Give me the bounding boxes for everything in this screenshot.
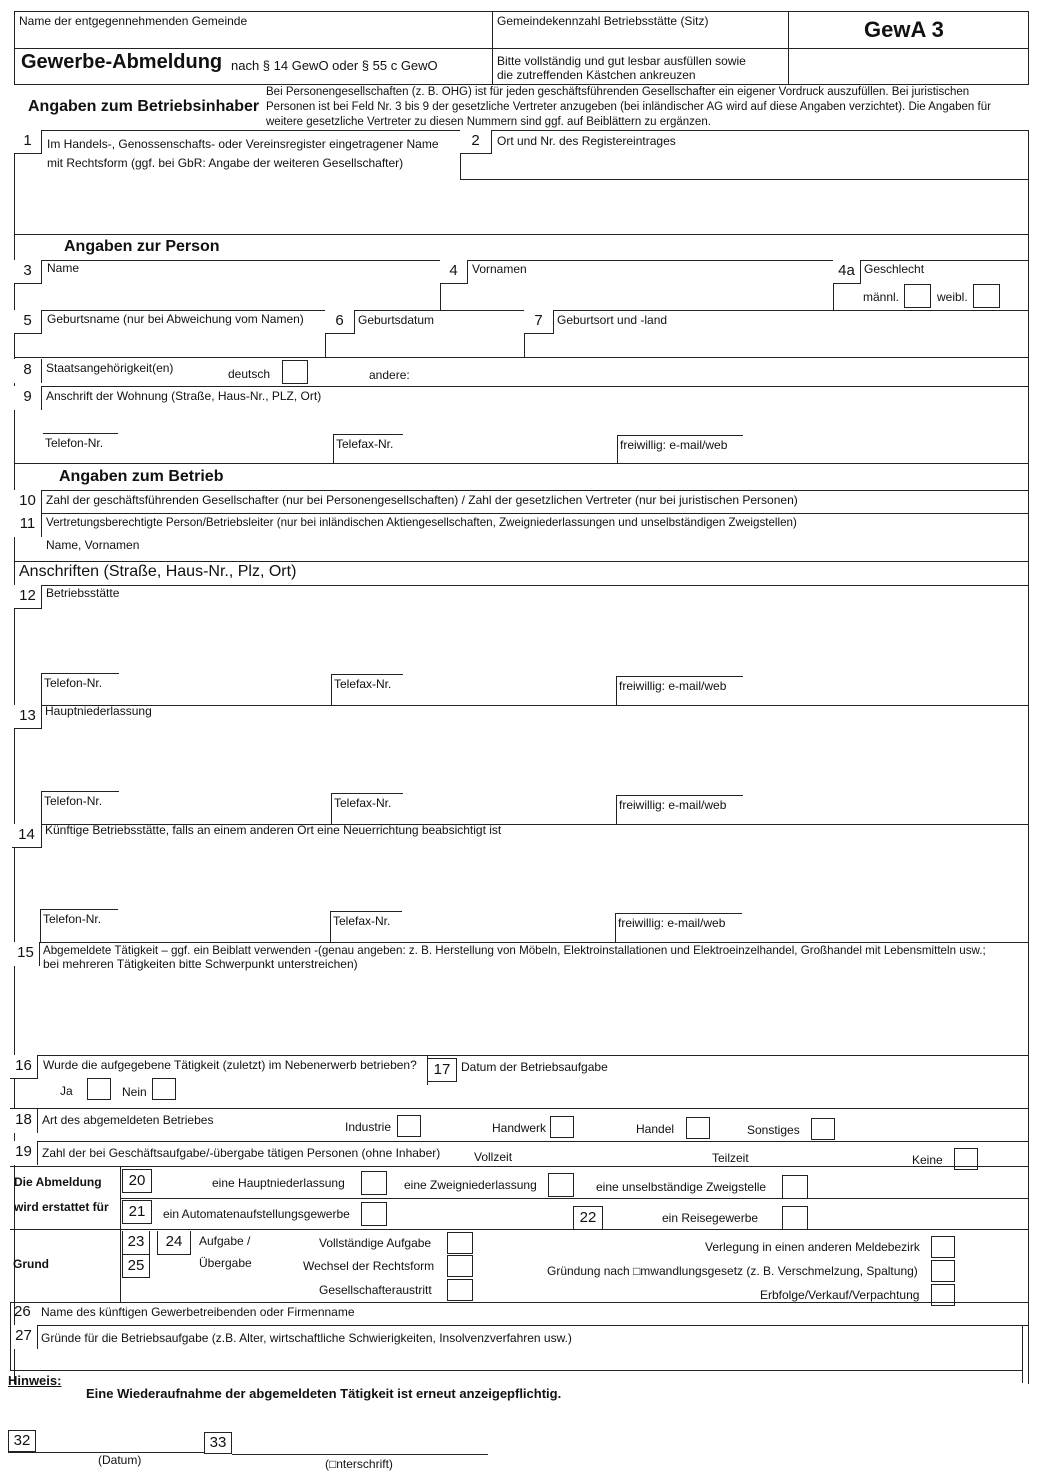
handel-checkbox[interactable]: [686, 1117, 710, 1139]
deutsch-label: deutsch: [228, 367, 271, 381]
field-10-label: Zahl der geschäftsführenden Gesellschafter (nur bei Personengesellschaften) / Zahl der gesetzlichen Vertreter (nur bei juristischen Personen): [46, 493, 798, 507]
kuenftig-telefax-field[interactable]: Telefax-Nr.: [330, 911, 402, 942]
keine-label: Keine: [912, 1153, 943, 1167]
betriebsstaette-telefon-field[interactable]: Telefon-Nr.: [41, 673, 119, 705]
field-1-number: 1: [14, 130, 42, 154]
inhaber-note-3: weitere gesetzliche Vertreter zu diesen Nummern sind ggf. auf Beiblättern zu ergänzen.: [266, 116, 711, 128]
austritt-label: Gesellschafteraustritt: [319, 1283, 432, 1297]
handwerk-checkbox[interactable]: [550, 1116, 574, 1138]
field-14-number: 14: [12, 824, 42, 848]
field-1-label-2: mit Rechtsform (ggf. bei GbR: Angabe der weiteren Gesellschafter): [47, 156, 404, 170]
field-2-number: 2: [460, 130, 492, 154]
verlegung-checkbox[interactable]: [931, 1236, 955, 1258]
industrie-label: Industrie: [345, 1120, 392, 1134]
field-4a-label: Geschlecht: [864, 262, 925, 276]
field-32-number: 32: [8, 1430, 36, 1452]
field-13-label: Hauptniederlassung: [45, 704, 152, 718]
unterschrift-label: (□nterschrift): [325, 1457, 393, 1471]
gemeinde-label: Name der entgegennehmenden Gemeinde: [19, 14, 248, 28]
field-15-label-1: Abgemeldete Tätigkeit – ggf. ein Beiblatt verwenden -(genau angeben: z. B. Herstellung von Möbeln, Elektroinstallationen und Elektroeinzelhandel, Großhandel mit Lebensmitteln usw.;: [43, 944, 986, 957]
field-26-label: Name des künftigen Gewerbetreibenden oder Firmenname: [41, 1305, 355, 1319]
betriebsstaette-email-field[interactable]: freiwillig: e-mail/web: [616, 676, 743, 705]
field-9-number: 9: [14, 386, 42, 410]
umwandlung-checkbox[interactable]: [931, 1260, 955, 1282]
anschriften-heading: Anschriften (Straße, Haus-Nr., Plz, Ort): [19, 563, 297, 580]
field-25-number: 25: [122, 1254, 150, 1278]
datum-label: (Datum): [98, 1453, 142, 1467]
ja-label: Ja: [60, 1084, 73, 1098]
field-17-label: Datum der Betriebsaufgabe: [461, 1060, 608, 1074]
aufgabe-label: Aufgabe /: [199, 1234, 251, 1248]
kuenftig-telefon-field[interactable]: Telefon-Nr.: [40, 909, 118, 942]
field-14-label: Künftige Betriebsstätte, falls an einem anderen Ort eine Neuerrichtung beabsichtigt ist: [45, 823, 502, 837]
austritt-checkbox[interactable]: [447, 1279, 473, 1301]
nein-checkbox[interactable]: [152, 1078, 176, 1100]
hauptniederlassung-telefon-field[interactable]: Telefon-Nr.: [41, 791, 119, 824]
ja-checkbox[interactable]: [87, 1078, 111, 1100]
umwandlung-label: Gründung nach □mwandlungsgesetz (z. B. Verschmelzung, Spaltung): [547, 1264, 918, 1278]
inhaber-note-1: Bei Personengesellschaften (z. B. OHG) ist für jeden geschäftsführenden Gesellschafter ein eigener Vordruck auszufüllen. Bei juristischen: [266, 86, 970, 98]
form-title: Gewerbe-Abmeldung: [21, 51, 223, 73]
zweigstelle-option: eine unselbständige Zweigstelle: [596, 1180, 767, 1194]
hauptniederlassung-telefax-field[interactable]: Telefax-Nr.: [331, 793, 403, 824]
automaten-option: ein Automatenaufstellungsgewerbe: [163, 1207, 350, 1221]
kennzahl-label: Gemeindekennzahl Betriebsstätte (Sitz): [497, 14, 709, 28]
weibl-checkbox[interactable]: [973, 284, 1000, 308]
wohnung-email-field[interactable]: freiwillig: e-mail/web: [617, 435, 743, 463]
field-3-label: Name: [47, 261, 80, 275]
field-9-label: Anschrift der Wohnung (Straße, Haus-Nr., PLZ, Ort): [46, 389, 322, 403]
wohnung-telefon-field[interactable]: Telefon-Nr.: [43, 433, 118, 453]
hauptniederlassung-email-field[interactable]: freiwillig: e-mail/web: [616, 795, 743, 824]
field-10-number: 10: [14, 490, 42, 514]
vollstaendig-checkbox[interactable]: [447, 1232, 473, 1254]
field-18-label: Art des abgemeldeten Betriebes: [42, 1113, 214, 1127]
weibl-label: weibl.: [937, 290, 968, 304]
uebergabe-label: Übergabe: [199, 1256, 252, 1270]
kuenftig-email-field[interactable]: freiwillig: e-mail/web: [615, 913, 742, 942]
sonstiges-checkbox[interactable]: [811, 1118, 835, 1140]
vollstaendig-label: Vollständige Aufgabe: [319, 1236, 432, 1250]
zweigniederlassung-checkbox[interactable]: [548, 1173, 574, 1197]
zweigniederlassung-option: eine Zweigniederlassung: [404, 1178, 537, 1192]
field-27-number: 27: [10, 1325, 38, 1349]
field-4a-number: 4a: [833, 260, 861, 284]
field-16-label: Wurde die aufgegebene Tätigkeit (zuletzt) im Nebenerwerb betrieben?: [43, 1058, 417, 1072]
abmeldung-label-1: Die Abmeldung: [14, 1175, 102, 1189]
field-11-number: 11: [14, 513, 42, 537]
hauptniederlassung-option: eine Hauptniederlassung: [212, 1176, 345, 1190]
wohnung-telefax-field[interactable]: Telefax-Nr.: [333, 434, 403, 463]
field-13-number: 13: [14, 705, 42, 729]
reisegewerbe-checkbox[interactable]: [782, 1206, 808, 1230]
field-16-number: 16: [10, 1055, 38, 1079]
vollzeit-label: Vollzeit: [474, 1150, 513, 1164]
field-1-label-1: Im Handels-, Genossenschafts- oder Vereinsregister eingetragener Name: [47, 137, 439, 151]
field-12-number: 12: [14, 585, 42, 609]
field-23-number: 23: [122, 1231, 150, 1255]
field-6-number: 6: [325, 310, 355, 334]
industrie-checkbox[interactable]: [397, 1115, 421, 1137]
wechsel-checkbox[interactable]: [447, 1255, 473, 1277]
field-15-number: 15: [12, 942, 40, 966]
teilzeit-label: Teilzeit: [712, 1151, 749, 1165]
field-17-number: 17: [427, 1058, 457, 1082]
abmeldung-label-2: wird erstattet für: [14, 1200, 109, 1214]
field-15-label-2: bei mehreren Tätigkeiten bitte Schwerpunkt unterstreichen): [43, 957, 358, 971]
field-5-label: Geburtsname (nur bei Abweichung vom Namen): [47, 312, 304, 326]
inhaber-note-2: Personen ist bei Feld Nr. 3 bis 9 der gesetzliche Vertreter anzugeben (bei inländischer AG wird auf diese Angaben verzichtet). Die Angaben für: [266, 101, 991, 113]
field-33-number: 33: [204, 1432, 232, 1454]
automaten-checkbox[interactable]: [361, 1202, 387, 1226]
field-8-number: 8: [14, 359, 42, 383]
maennl-label: männl.: [863, 290, 900, 304]
deutsch-checkbox[interactable]: [282, 360, 308, 384]
hinweis-text: Eine Wiederaufnahme der abgemeldeten Tätigkeit ist erneut anzeigepflichtig.: [86, 1386, 562, 1401]
field-19-number: 19: [10, 1141, 38, 1165]
hauptniederlassung-checkbox[interactable]: [361, 1171, 387, 1195]
nein-label: Nein: [122, 1085, 147, 1099]
hinweis-label: Hinweis:: [8, 1373, 62, 1388]
betrieb-heading: Angaben zum Betrieb: [59, 468, 224, 485]
erbfolge-label: Erbfolge/Verkauf/Verpachtung: [760, 1288, 920, 1302]
field-2-label: Ort und Nr. des Registereintrages: [497, 134, 676, 148]
zweigstelle-checkbox[interactable]: [782, 1175, 808, 1199]
field-7-label: Geburtsort und -land: [557, 313, 668, 327]
instruction-line-1: Bitte vollständig und gut lesbar ausfüllen sowie: [497, 54, 746, 68]
field-19-label: Zahl der bei Geschäftsaufgabe/-übergabe tätigen Personen (ohne Inhaber): [42, 1146, 441, 1160]
reisegewerbe-option: ein Reisegewerbe: [662, 1211, 759, 1225]
wechsel-label: Wechsel der Rechtsform: [303, 1259, 435, 1273]
inhaber-heading: Angaben zum Betriebsinhaber: [28, 98, 260, 115]
field-4-number: 4: [440, 260, 468, 284]
field-11-label: Vertretungsberechtigte Person/Betriebsleiter (nur bei inländischen Aktiengesellschaften, Zweigniederlassungen und unselbständigen Zweigstellen): [46, 516, 797, 529]
field-21-number: 21: [122, 1200, 152, 1224]
field-27-label: Gründe für die Betriebsaufgabe (z.B. Alter, wirtschaftliche Schwierigkeiten, Insolvenzverfahren usw.): [41, 1331, 572, 1345]
field-4-label: Vornamen: [472, 262, 527, 276]
field-5-number: 5: [14, 310, 42, 334]
field-22-number: 22: [573, 1206, 603, 1230]
field-18-number: 18: [10, 1109, 38, 1133]
field-20-number: 20: [122, 1169, 152, 1193]
handwerk-label: Handwerk: [492, 1121, 547, 1135]
maennl-checkbox[interactable]: [904, 284, 931, 308]
field-24-number: 24: [157, 1231, 191, 1255]
field-6-label: Geburtsdatum: [358, 313, 435, 327]
sonstiges-label: Sonstiges: [747, 1123, 800, 1137]
field-11-sublabel: Name, Vornamen: [46, 538, 140, 552]
instruction-line-2: die zutreffenden Kästchen ankreuzen: [497, 68, 696, 82]
handel-label: Handel: [636, 1122, 675, 1136]
field-8-label: Staatsangehörigkeit(en): [46, 361, 174, 375]
field-3-number: 3: [14, 260, 42, 284]
form-code: GewA 3: [864, 17, 944, 42]
betriebsstaette-telefax-field[interactable]: Telefax-Nr.: [331, 674, 403, 705]
field-12-label: Betriebsstätte: [46, 586, 120, 600]
field-26-number: 26: [14, 1303, 31, 1320]
field-7-number: 7: [524, 310, 554, 334]
person-heading: Angaben zur Person: [64, 238, 220, 255]
verlegung-label: Verlegung in einen anderen Meldebezirk: [705, 1240, 920, 1254]
grund-label: Grund: [13, 1257, 49, 1271]
andere-label: andere:: [369, 368, 410, 382]
form-title-suffix: nach § 14 GewO oder § 55 c GewO: [231, 58, 438, 73]
